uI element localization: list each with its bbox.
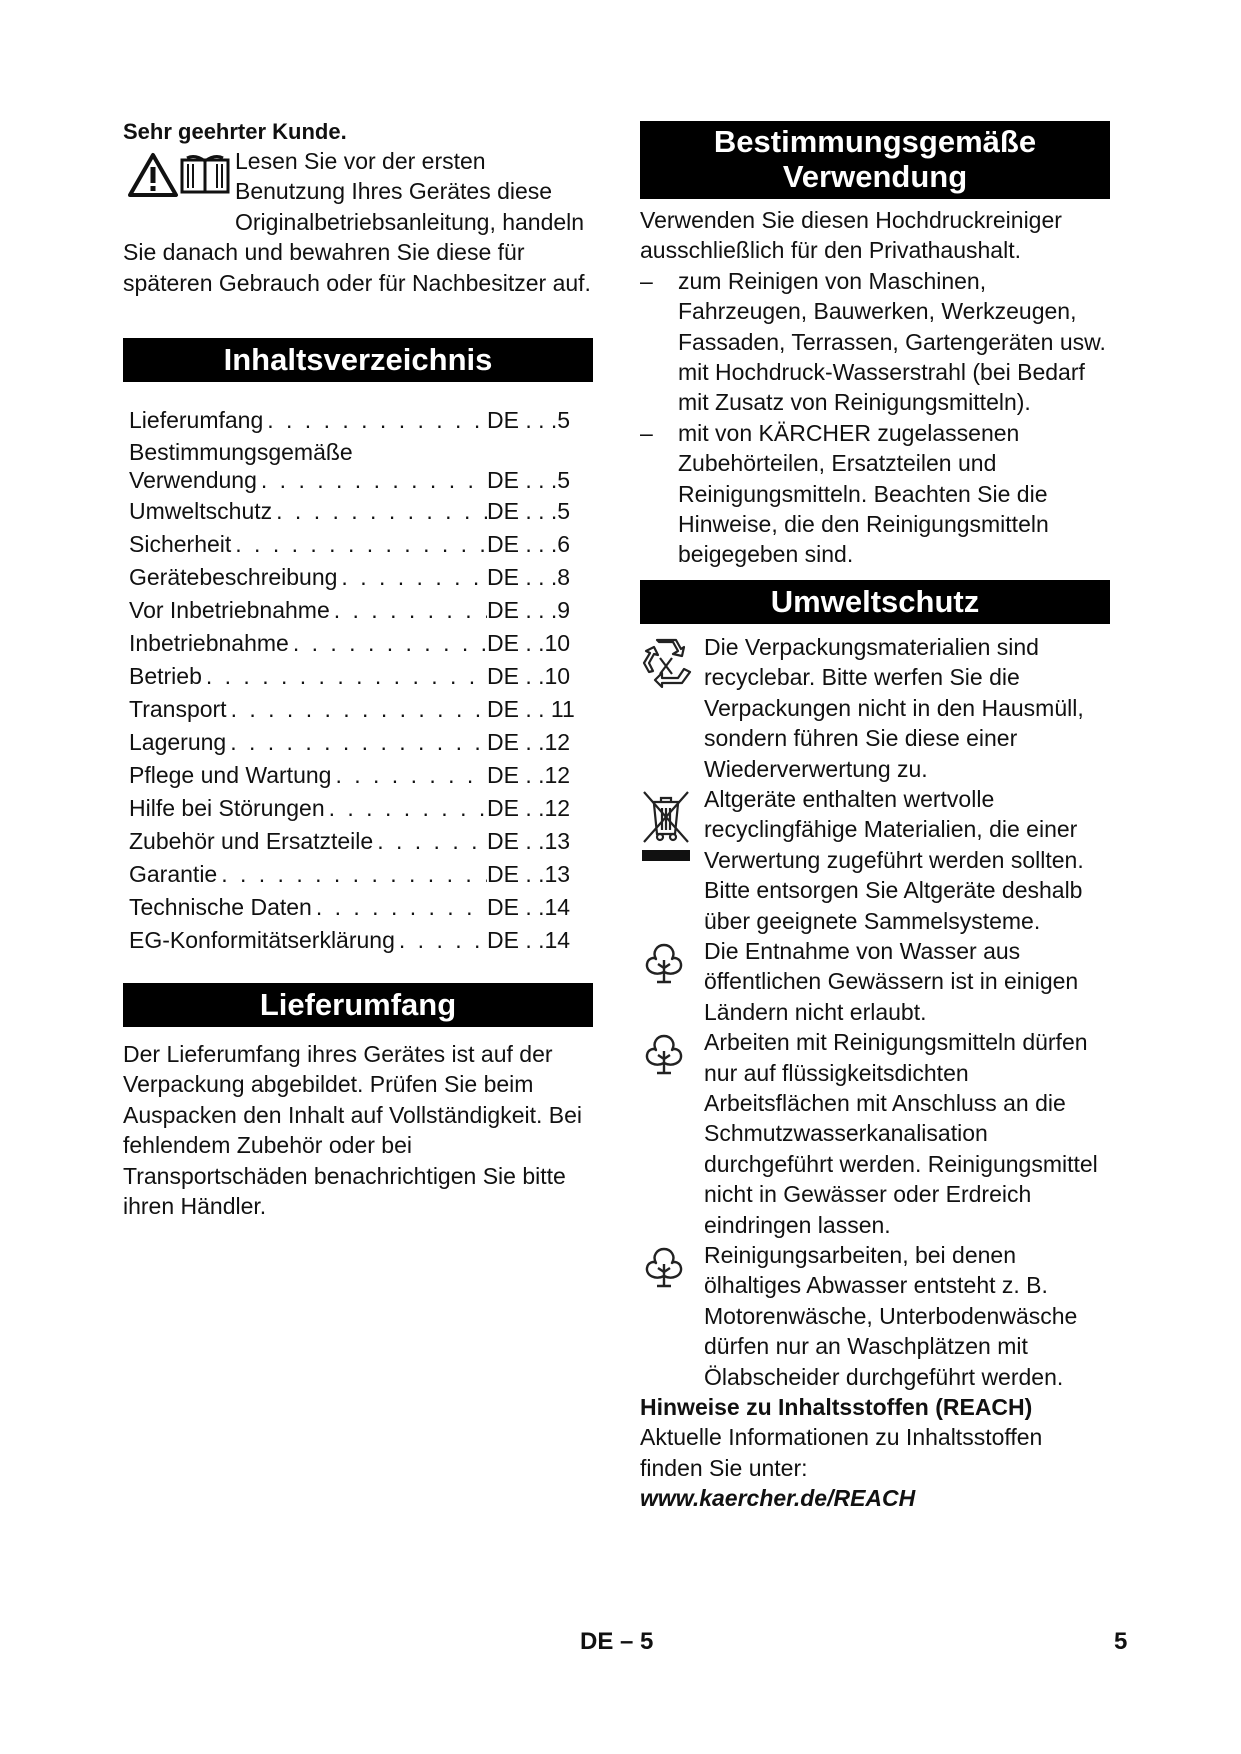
table-of-contents	[123, 404, 583, 957]
toc-entry[interactable]	[129, 495, 583, 528]
environment-item	[640, 632, 1110, 784]
toc-entry[interactable]	[129, 891, 583, 924]
left-column	[123, 118, 593, 1221]
toc-entry-page: DE . . .6	[487, 531, 571, 558]
toc-leader	[272, 495, 487, 528]
toc-entry-title: Lagerung	[129, 729, 227, 756]
toc-entry-page: DE . . .9	[487, 597, 571, 624]
toc-entry-title: Betrieb	[129, 663, 202, 690]
toc-heading: Inhaltsverzeichnis	[123, 338, 593, 382]
toc-leader	[217, 858, 487, 891]
reach-link[interactable]: www.kaercher.de/REACH	[640, 1485, 916, 1512]
toc-leader	[330, 594, 487, 627]
reach-text: Aktuelle Informationen zu Inhaltsstoffen finden Sie unter:	[640, 1424, 1043, 1481]
recycling-icon	[640, 636, 692, 688]
toc-leader	[202, 660, 487, 693]
toc-entry-page: DE . . .8	[487, 564, 571, 591]
reach-title: Hinweise zu Inhaltsstoffen (REACH)	[640, 1394, 1033, 1421]
list-item-text: mit von KÄRCHER zugelassenen Zubehörteilen, Ersatzteilen und Reinigungsmitteln. Beachten Sie die Hinweise, die den Reinigungsmitteln beigegeben sind.	[678, 419, 1049, 568]
toc-entry-page: DE . .10	[487, 663, 571, 690]
environment-tree-icon	[642, 942, 686, 984]
toc-entry[interactable]	[129, 825, 583, 858]
toc-entry-title: Sicherheit	[129, 531, 232, 558]
list-item	[640, 418, 1110, 570]
toc-entry-page: DE . . 11	[487, 696, 575, 723]
toc-entry[interactable]	[129, 693, 583, 726]
toc-entry[interactable]	[129, 759, 583, 792]
open-book-icon	[179, 152, 231, 198]
toc-leader	[226, 726, 487, 759]
verwendung-heading-line2: Verwendung	[782, 159, 968, 194]
toc-entry[interactable]	[129, 660, 583, 693]
lieferumfang-heading: Lieferumfang	[123, 983, 593, 1027]
crossed-bin-icon	[640, 788, 692, 864]
toc-entry[interactable]	[129, 726, 583, 759]
footer-page-number: 5	[1114, 1628, 1128, 1655]
intro-text: Lesen Sie vor der ersten Benutzung Ihres Gerätes diese Originalbetriebsanleitung, handeln Sie danach und bewahren Sie diese für späteren Gebrauch oder für Nachbesitzer auf.	[123, 148, 591, 296]
toc-entry[interactable]	[129, 594, 583, 627]
toc-entry[interactable]	[129, 528, 583, 561]
toc-leader	[337, 561, 487, 594]
list-dash: –	[640, 267, 653, 294]
toc-entry-title: Transport	[129, 696, 227, 723]
toc-entry[interactable]	[129, 465, 583, 495]
environment-text: Die Entnahme von Wasser aus öffentlichen Gewässern ist in einigen Ländern nicht erlaubt.	[704, 937, 1079, 1025]
icon-cell	[640, 632, 704, 784]
verwendung-heading-line1: Bestimmungsgemäße	[713, 124, 1037, 159]
environment-text: Arbeiten mit Reinigungsmitteln dürfen nur auf flüssigkeitsdichten Arbeitsflächen mit Anschluss an die Schmutzwasserkanalisation durchgeführt werden. Reinigungsmittel nicht in Gewässer oder Erdreich eindringen lassen.	[704, 1029, 1098, 1238]
toc-entry-page: DE . .13	[487, 828, 571, 855]
warning-triangle-icon	[127, 152, 179, 198]
toc-entry[interactable]	[129, 627, 583, 660]
toc-entry-page: DE . . .5	[487, 407, 571, 434]
icon-cell	[640, 936, 704, 1027]
toc-entry-title: Inbetriebnahme	[129, 630, 289, 657]
toc-leader	[373, 825, 487, 858]
environment-tree-icon	[642, 1246, 686, 1288]
toc-entry[interactable]	[129, 924, 583, 957]
toc-leader	[325, 792, 487, 825]
intro-block	[123, 146, 593, 298]
list-item	[640, 266, 1110, 418]
icon-cell	[640, 1240, 704, 1392]
toc-entry-page: DE . .10	[487, 630, 571, 657]
toc-entry-title: Vor Inbetriebnahme	[129, 597, 330, 624]
toc-entry-page: DE . .12	[487, 795, 571, 822]
toc-entry-page: DE . .13	[487, 861, 571, 888]
toc-leader	[227, 693, 487, 726]
list-dash: –	[640, 419, 653, 446]
environment-text: Reinigungsarbeiten, bei denen ölhaltiges Abwasser entsteht z. B. Motorenwäsche, Unterbodenwäsche dürfen nur an Waschplätzen mit Ölabscheider durchgeführt werden.	[704, 1242, 1078, 1390]
toc-entry-title: Verwendung	[129, 467, 257, 494]
toc-leader	[395, 924, 487, 957]
toc-entry-page: DE . .14	[487, 927, 571, 954]
toc-entry-page: DE . .12	[487, 762, 571, 789]
toc-entry-title: Lieferumfang	[129, 407, 264, 434]
environment-item	[640, 1027, 1110, 1240]
icon-cell	[640, 784, 704, 936]
toc-leader	[263, 404, 487, 437]
toc-leader	[312, 891, 487, 924]
toc-entry[interactable]	[129, 404, 583, 437]
right-column	[640, 121, 1110, 1514]
toc-entry-title: Zubehör und Ersatzteile	[129, 828, 374, 855]
environment-item	[640, 936, 1110, 1027]
toc-leader	[289, 627, 487, 660]
umweltschutz-heading: Umweltschutz	[640, 580, 1110, 624]
toc-entry-title: Garantie	[129, 861, 218, 888]
environment-tree-icon	[642, 1033, 686, 1075]
icon-cell	[640, 1027, 704, 1240]
toc-entry-title: Technische Daten	[129, 894, 312, 921]
toc-entry[interactable]	[129, 561, 583, 594]
toc-entry[interactable]	[129, 792, 583, 825]
environment-item	[640, 1240, 1110, 1392]
toc-entry-title: Umweltschutz	[129, 498, 273, 525]
toc-entry-page: DE . .14	[487, 894, 571, 921]
environment-text: Die Verpackungsmaterialien sind recyclebar. Bitte werfen Sie die Verpackungen nicht in den Hausmüll, sondern führen Sie diese einer Wiederverwertung zu.	[704, 633, 1084, 782]
verwendung-text: Verwenden Sie diesen Hochdruckreiniger ausschließlich für den Privathaushalt.	[640, 207, 1062, 264]
toc-entry-page: DE . . .5	[487, 467, 571, 494]
toc-entry-page: DE . .12	[487, 729, 571, 756]
toc-entry-title: Hilfe bei Störungen	[129, 795, 325, 822]
intro-title: Sehr geehrter Kunde.	[123, 119, 347, 144]
toc-entry-title: Gerätebeschreibung	[129, 564, 338, 591]
toc-entry-title: EG-Konformitätserklärung	[129, 927, 395, 954]
intro-icons	[123, 146, 235, 208]
toc-leader	[331, 759, 487, 792]
toc-leader	[257, 465, 487, 495]
verwendung-heading	[640, 121, 1110, 199]
toc-leader	[231, 528, 487, 561]
toc-entry-page: DE . . .5	[487, 498, 571, 525]
list-item-text: zum Reinigen von Maschinen, Fahrzeugen, Bauwerken, Werkzeugen, Fassaden, Terrassen, Gartengeräten usw. mit Hochdruck-Wasserstrahl (bei Bedarf mit Zusatz von Reinigungsmitteln).	[678, 267, 1106, 416]
toc-entry[interactable]	[129, 858, 583, 891]
lieferumfang-text: Der Lieferumfang ihres Gerätes ist auf der Verpackung abgebildet. Prüfen Sie beim Auspacken den Inhalt auf Vollständigkeit. Bei fehlendem Zubehör oder bei Transportschäden benachrichtigen Sie bitte ihren Händler.	[123, 1041, 583, 1220]
toc-entry-wrapped-line: Bestimmungsgemäße	[129, 439, 353, 466]
environment-text: Altgeräte enthalten wertvolle recyclingfähige Materialien, die einer Verwertung zugeführt werden sollten. Bitte entsorgen Sie Altgeräte deshalb über geeignete Sammelsysteme.	[704, 785, 1084, 934]
footer-section-page: DE – 5	[580, 1628, 654, 1655]
environment-item	[640, 784, 1110, 936]
toc-entry-title: Pflege und Wartung	[129, 762, 332, 789]
